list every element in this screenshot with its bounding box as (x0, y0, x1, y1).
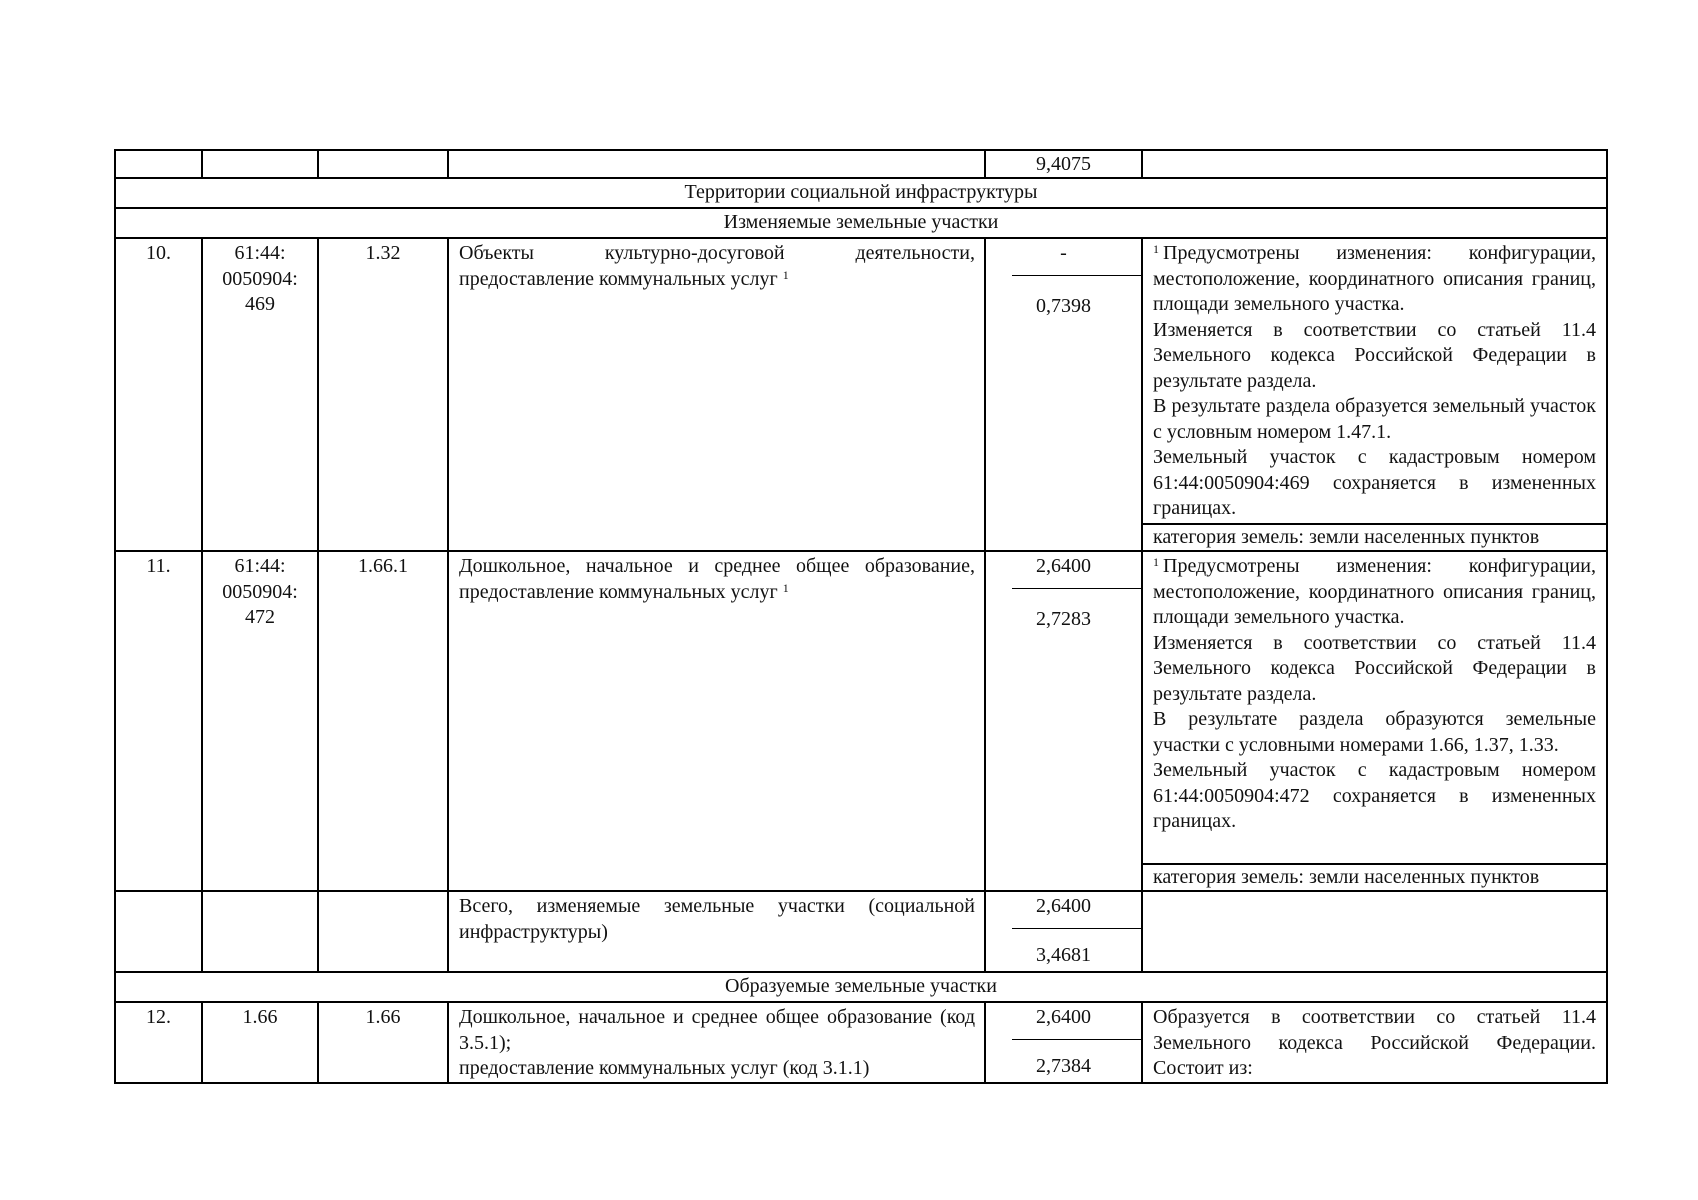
area-after: 2,7283 (1036, 608, 1091, 630)
subsection-header-row (115, 972, 1607, 1002)
note-text: $^1$ Предусмотрены изменения: конфигурации, местоположение, координатного описания границ, площади земельного участка. Изменяется в соответствии со статьей 11.4 Земельного кодекса Российской Федерации в результате раздела. В результате раздела образуются земельные участки с условными номерами 1.66, 1.37, 1.33. Земельный участок с кадастровым номером 61:44:0050904:472 сохраняется в измененных границах. (1153, 555, 1596, 832)
permitted-use: Дошкольное, начальное и среднее общее образование, предоставление коммунальных услуг $^1$ (448, 551, 985, 891)
table-row (115, 1002, 1607, 1083)
cadastral-number: 61:44: 0050904: 469 (202, 238, 318, 551)
total-area-before: 2,6400 (1012, 892, 1141, 929)
cadastral-number: 1.66 (202, 1002, 318, 1083)
area-before: 2,6400 (1012, 1003, 1141, 1040)
row-number: 10. (115, 238, 202, 551)
land-category: категория земель: земли населенных пунктов (1143, 863, 1606, 890)
row-number: 12. (115, 1002, 202, 1083)
note-cell (1142, 551, 1607, 891)
area-before: - (1012, 239, 1141, 276)
area-before: 2,6400 (1012, 552, 1141, 589)
subsection-formed-title: Образуемые земельные участки (115, 972, 1607, 1002)
row-number: 11. (115, 551, 202, 891)
total-area-cell (985, 891, 1142, 972)
land-plots-table (114, 149, 1608, 1084)
permitted-use: Дошкольное, начальное и среднее общее образование (код 3.5.1); предоставление коммунальных услуг (код 3.1.1) (448, 1002, 985, 1083)
cadastral-number: 61:44: 0050904: 472 (202, 551, 318, 891)
subsection-changed-title: Изменяемые земельные участки (115, 208, 1607, 238)
total-area-after: 3,4681 (1036, 944, 1091, 966)
table-row (115, 238, 1607, 551)
land-category: категория земель: земли населенных пунктов (1143, 523, 1606, 550)
subsection-header-row (115, 208, 1607, 238)
section-title: Территории социальной инфраструктуры (115, 178, 1607, 208)
conditional-number: 1.66.1 (318, 551, 448, 891)
area-cell (985, 1002, 1142, 1083)
table-row (115, 551, 1607, 891)
area-after: 2,7384 (1036, 1055, 1091, 1077)
permitted-use: Объекты культурно-досуговой деятельности, предоставление коммунальных услуг $^1$ (448, 238, 985, 551)
table-row-carryover (115, 150, 1607, 178)
land-plots-table-page (114, 149, 1606, 1084)
note-cell (1142, 1002, 1607, 1083)
area-after: 0,7398 (1036, 295, 1091, 317)
section-header-row (115, 178, 1607, 208)
area-cell (985, 238, 1142, 551)
carryover-area: 9,4075 (985, 150, 1142, 178)
note-text: Образуется в соответствии со статьей 11.4 Земельного кодекса Российской Федерации. Состоит из: (1153, 1006, 1596, 1079)
area-cell (985, 551, 1142, 891)
total-row (115, 891, 1607, 972)
note-cell (1142, 238, 1607, 551)
note-text: $^1$ Предусмотрены изменения: конфигурации, местоположение, координатного описания границ, площади земельного участка. Изменяется в соответствии со статьей 11.4 Земельного кодекса Российской Федерации в результате раздела. В результате раздела образуется земельный участок с условным номером 1.47.1. Земельный участок с кадастровым номером 61:44:0050904:469 сохраняется в измененных границах. (1153, 242, 1596, 519)
total-label: Всего, изменяемые земельные участки (социальной инфраструктуры) (448, 891, 985, 972)
conditional-number: 1.32 (318, 238, 448, 551)
conditional-number: 1.66 (318, 1002, 448, 1083)
